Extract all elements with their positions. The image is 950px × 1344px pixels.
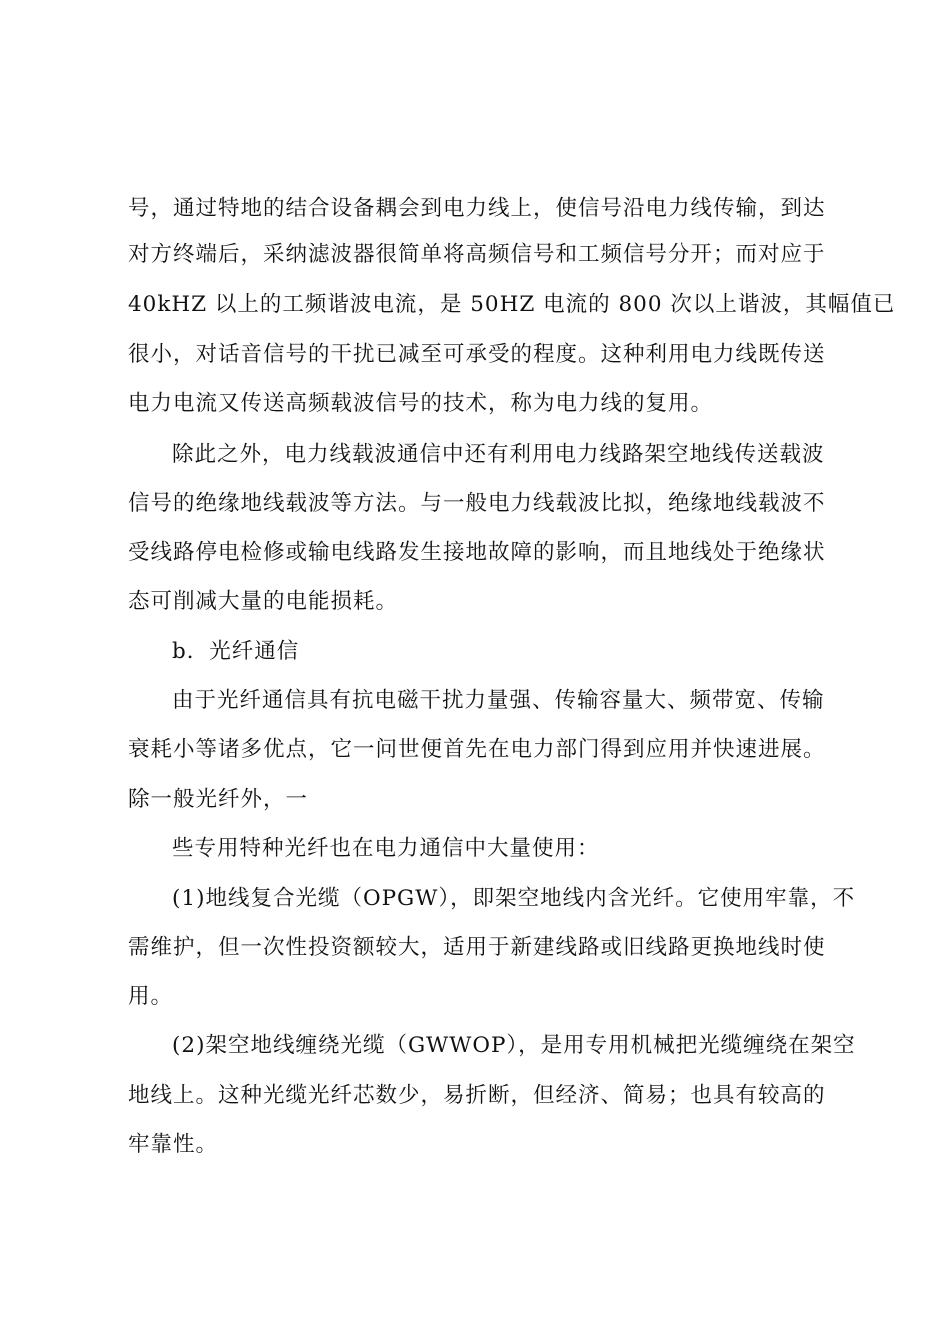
paragraph-line: 电力电流又传送高频载波信号的技术，称为电力线的复用。 (128, 391, 714, 416)
paragraph-line: 些专用特种光纤也在电力通信中大量使用： (172, 836, 600, 861)
paragraph-line: 由于光纤通信具有抗电磁干扰力量强、传输容量大、频带宽、传输 (172, 688, 825, 713)
paragraph-line: 对方终端后，采纳滤波器很简单将高频信号和工频信号分开；而对应于 (128, 242, 826, 267)
paragraph-line: 受线路停电检修或输电线路发生接地故障的影响，而且地线处于绝缘状 (128, 540, 826, 565)
paragraph-line: 态可削减大量的电能损耗。 (128, 589, 399, 614)
paragraph-line: 信号的绝缘地线载波等方法。与一般电力线载波比拟，绝缘地线载波不 (128, 491, 826, 516)
paragraph-line: 除一般光纤外，一 (128, 787, 309, 812)
list-item-line: (2)架空地线缠绕光缆（GWWOP），是用专用机械把光缆缠绕在架空 (172, 1033, 856, 1058)
paragraph-line: 号，通过特地的结合设备耦会到电力线上，使信号沿电力线传输，到达 (128, 196, 826, 221)
paragraph-line: 除此之外，电力线载波通信中还有利用电力线路架空地线传送载波 (172, 442, 825, 467)
list-item-line: 用。 (128, 984, 174, 1009)
section-heading: b．光纤通信 (172, 639, 300, 664)
list-item-line: 地线上。这种光缆光纤芯数少，易折断，但经济、简易；也具有较高的 (128, 1083, 826, 1108)
list-item-line: (1)地线复合光缆（OPGW），即架空地线内含光纤。它使用牢靠，不 (172, 886, 856, 911)
list-item-line: 需维护，但一次性投资额较大，适用于新建线路或旧线路更换地线时使 (128, 935, 826, 960)
paragraph-line: 很小，对话音信号的干扰已减至可承受的程度。这种利用电力线既传送 (128, 342, 826, 367)
paragraph-line: 衰耗小等诸多优点，它一问世便首先在电力部门得到应用并快速进展。 (128, 737, 826, 762)
list-item-line: 牢靠性。 (128, 1132, 219, 1157)
paragraph-line: 40kHZ 以上的工频谐波电流，是 50HZ 电流的 800 次以上谐波，其幅值已 (128, 292, 896, 317)
